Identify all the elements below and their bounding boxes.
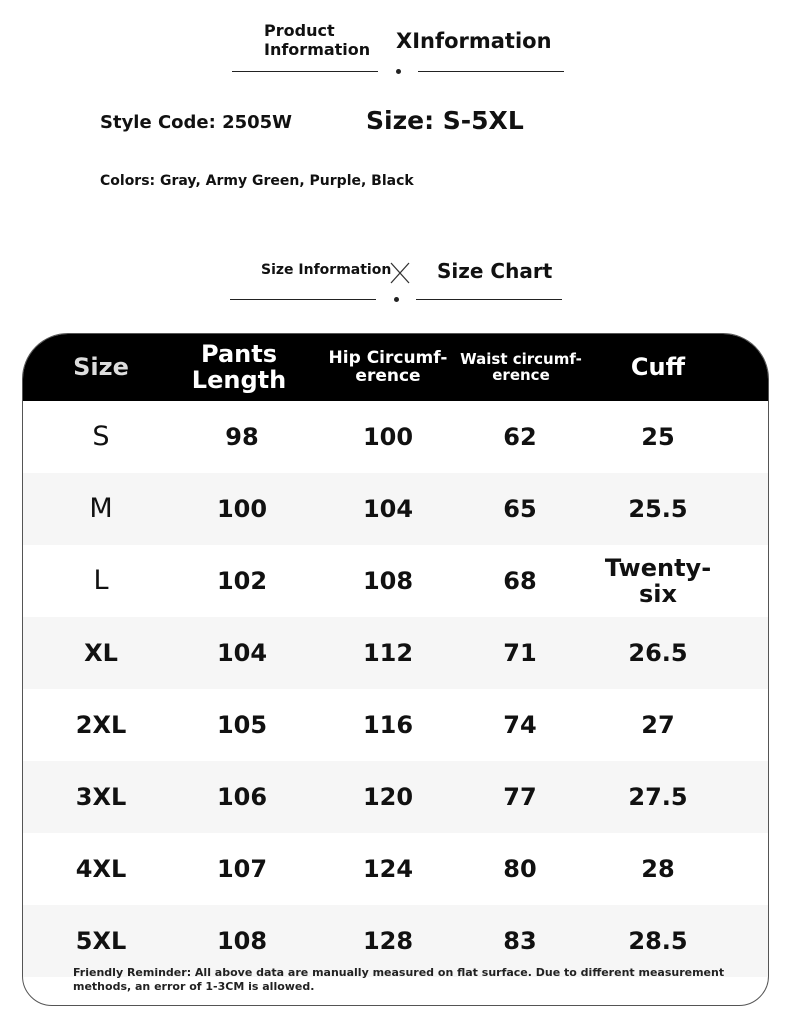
table-cell: 102 (216, 566, 268, 595)
table-row (23, 617, 768, 689)
table-cell: 2XL (75, 710, 127, 739)
col-size: Size (73, 352, 129, 381)
table-cell: 28.5 (628, 926, 688, 955)
table-cell: 25.5 (628, 494, 688, 523)
table-row (23, 401, 768, 473)
table-cell: 98 (225, 422, 259, 451)
cross-icon (389, 261, 411, 285)
table-cell: 120 (362, 782, 414, 811)
table-cell: 65 (503, 494, 537, 523)
table-cell: 71 (503, 638, 537, 667)
table-cell: 27.5 (628, 782, 688, 811)
table-row (23, 833, 768, 905)
table-cell: 108 (216, 926, 268, 955)
table-row (23, 761, 768, 833)
table-cell: 116 (362, 710, 414, 739)
table-header (23, 334, 768, 401)
table-cell: 25 (641, 422, 675, 451)
table-cell: 28 (641, 854, 675, 883)
table-cell: 77 (503, 782, 537, 811)
table-cell: 105 (216, 710, 268, 739)
table-cell: L (93, 565, 109, 597)
size-range: Size: S-5XL (366, 106, 524, 135)
table-cell: 100 (216, 494, 268, 523)
table-cell: 104 (362, 494, 414, 523)
table-cell: 68 (503, 566, 537, 595)
col-hip: Hip Circumf-erence (328, 347, 448, 386)
table-cell: 83 (503, 926, 537, 955)
table-cell: 128 (362, 926, 414, 955)
table-cell: 124 (362, 854, 414, 883)
section-subtitle: Product Information (264, 21, 371, 60)
table-cell: 3XL (75, 782, 127, 811)
table-cell: S (92, 421, 110, 453)
table-cell: 106 (216, 782, 268, 811)
table-cell: 100 (362, 422, 414, 451)
table-cell: 107 (216, 854, 268, 883)
table-cell: XL (84, 638, 118, 667)
style-code: Style Code: 2505W (100, 112, 293, 133)
table-cell: 108 (362, 566, 414, 595)
table-cell: 5XL (75, 926, 127, 955)
size-info-subtitle: Size Information (261, 262, 392, 278)
table-cell: 80 (503, 854, 537, 883)
table-cell: 104 (216, 638, 268, 667)
col-cuff: Cuff (630, 352, 686, 381)
friendly-reminder: Friendly Reminder: All above data are manually measured on flat surface. Due to different measurement methods, an error of 1-3CM is allowed. (73, 966, 725, 994)
col-waist: Waist circumf-erence (460, 349, 582, 384)
section-title: XInformation (396, 29, 552, 53)
table-cell: 62 (503, 422, 537, 451)
table-row (23, 689, 768, 761)
table-cell: 74 (503, 710, 537, 739)
col-pants-length: Pants Length (191, 340, 287, 394)
table-cell: M (89, 493, 113, 525)
table-cell: Twenty-six (604, 553, 712, 608)
table-cell: 4XL (75, 854, 127, 883)
table-cell: 112 (362, 638, 414, 667)
table-cell: 26.5 (628, 638, 688, 667)
table-row (23, 473, 768, 545)
size-chart-title: Size Chart (437, 259, 553, 283)
size-table (22, 333, 769, 1006)
colors: Colors: Gray, Army Green, Purple, Black (100, 173, 414, 189)
table-cell: 27 (641, 710, 675, 739)
table-row (23, 545, 768, 617)
